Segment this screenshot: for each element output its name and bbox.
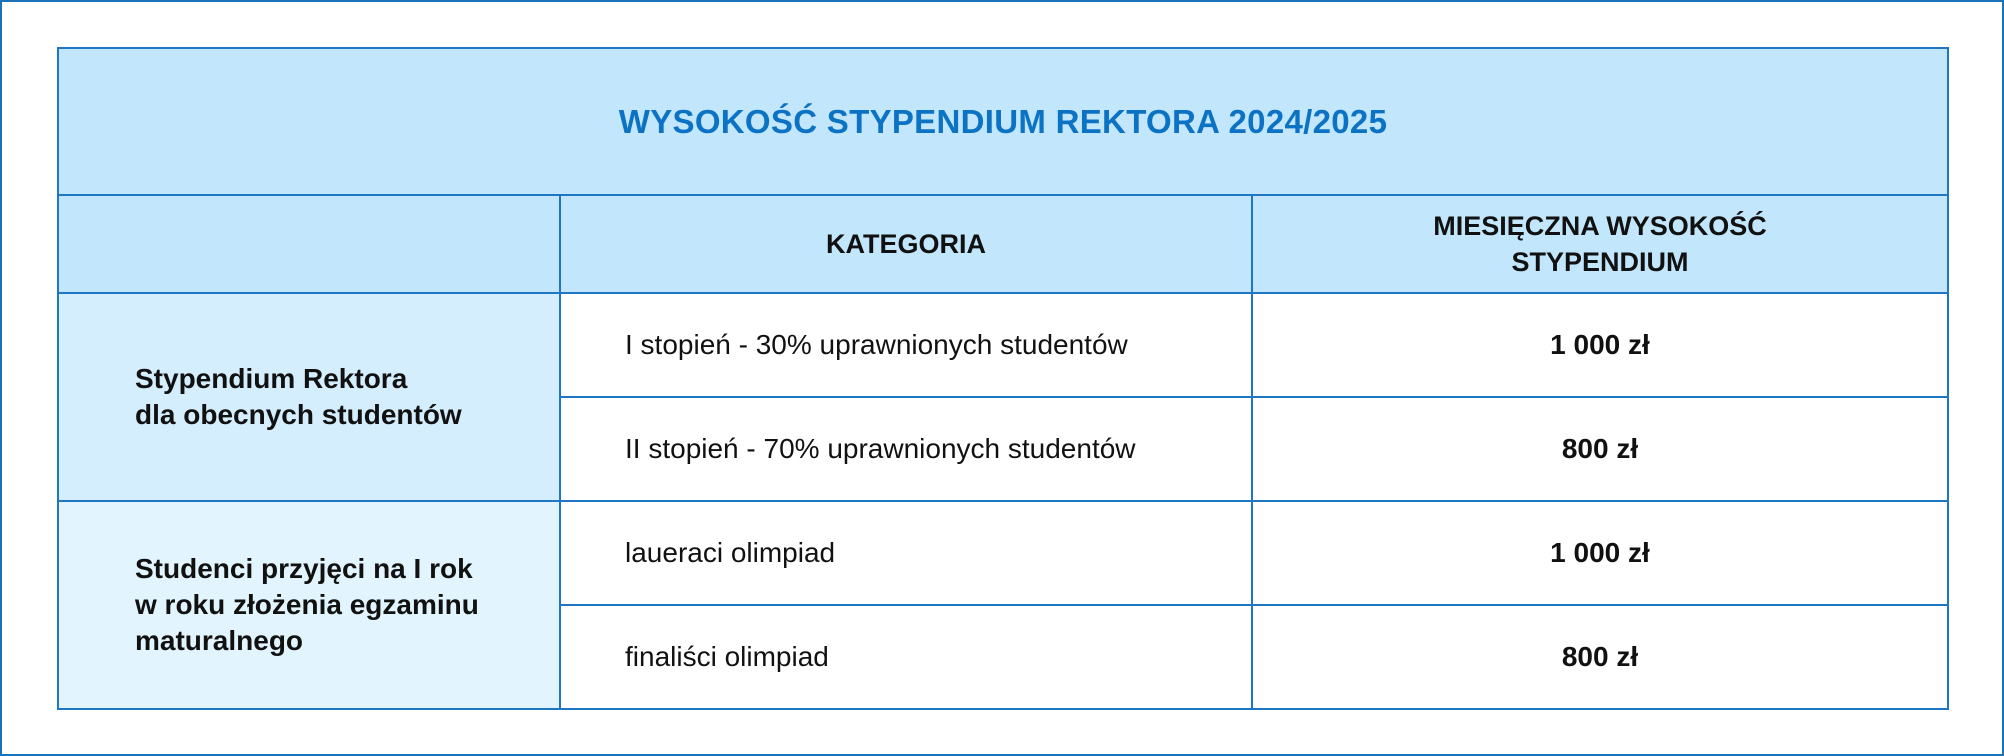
group-label-first-year-students — [58, 501, 560, 709]
table-header-row — [58, 195, 1948, 293]
category-cell: laueraci olimpiad — [560, 501, 1252, 605]
amount-column-header — [1252, 195, 1948, 293]
amount-header-line-1: MIESIĘCZNA WYSOKOŚĆ — [1433, 211, 1767, 241]
category-cell: I stopień - 30% uprawnionych studentów — [560, 293, 1252, 397]
group-label-line: Stypendium Rektora — [135, 363, 408, 394]
table-row — [58, 293, 1948, 397]
amount-cell: 1 000 zł — [1252, 293, 1948, 397]
amount-header-line-2: STYPENDIUM — [1511, 247, 1689, 277]
amount-cell: 800 zł — [1252, 605, 1948, 709]
category-cell: finaliści olimpiad — [560, 605, 1252, 709]
scholarship-table — [57, 47, 1949, 710]
table-row — [58, 501, 1948, 605]
category-cell: II stopień - 70% uprawnionych studentów — [560, 397, 1252, 501]
group-label-line: Studenci przyjęci na I rok — [135, 553, 473, 584]
amount-cell: 800 zł — [1252, 397, 1948, 501]
group-label-line: maturalnego — [135, 625, 304, 656]
table-title: WYSOKOŚĆ STYPENDIUM REKTORA 2024/2025 — [58, 48, 1948, 195]
amount-cell: 1 000 zł — [1252, 501, 1948, 605]
group-label-current-students — [58, 293, 560, 501]
category-column-header: KATEGORIA — [560, 195, 1252, 293]
table-title-row — [58, 48, 1948, 195]
group-label-line: w roku złożenia egzaminu — [135, 589, 479, 620]
group-column-header — [58, 195, 560, 293]
group-label-line: dla obecnych studentów — [135, 399, 462, 430]
